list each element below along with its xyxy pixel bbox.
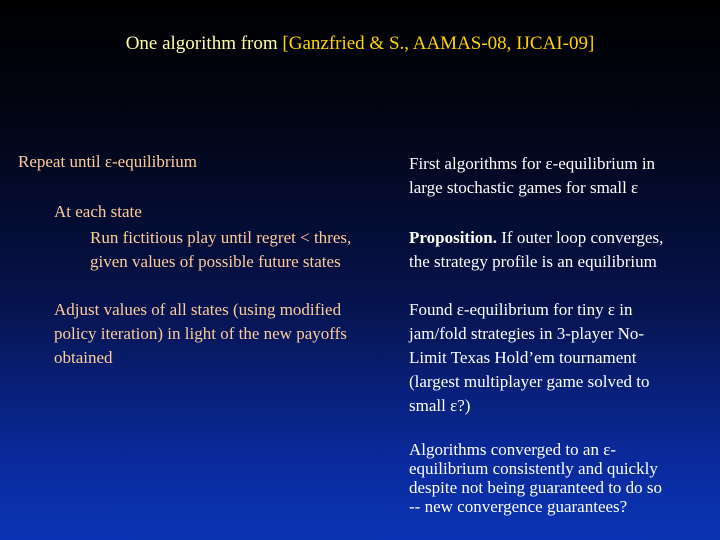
repeat-line: Repeat until ε-equilibrium bbox=[18, 152, 197, 171]
adjust-values-line-3: obtained bbox=[54, 348, 113, 367]
convergence-line-4: -- new convergence guarantees? bbox=[409, 497, 628, 516]
fictitious-play-line-2: given values of possible future states bbox=[90, 252, 341, 271]
proposition-line-1-rest: If outer loop converges, bbox=[497, 228, 664, 247]
fictitious-play-line-1: Run fictitious play until regret < thres, bbox=[90, 228, 352, 247]
adjust-values-block bbox=[54, 298, 347, 370]
convergence-block bbox=[409, 440, 662, 516]
adjust-values-line-2: policy iteration) in light of the new payoffs bbox=[54, 324, 347, 343]
title-main: One algorithm from bbox=[125, 33, 283, 54]
slide-title bbox=[0, 33, 720, 55]
found-line-5: small ε?) bbox=[409, 396, 471, 415]
proposition-line-1 bbox=[409, 226, 663, 250]
first-algorithms-block bbox=[409, 152, 655, 200]
fictitious-play-block bbox=[90, 226, 351, 274]
convergence-line-1: Algorithms converged to an ε- bbox=[409, 440, 617, 459]
first-algorithms-line-1: First algorithms for ε-equilibrium in bbox=[409, 154, 656, 173]
found-line-3: Limit Texas Hold’em tournament bbox=[409, 348, 637, 367]
convergence-line-2: equilibrium consistently and quickly bbox=[409, 459, 658, 478]
at-each-state-line: At each state bbox=[54, 202, 142, 221]
found-line-4: (largest multiplayer game solved to bbox=[409, 372, 650, 391]
proposition-block bbox=[409, 226, 663, 274]
title-citation: [Ganzfried & S., AAMAS-08, IJCAI-09] bbox=[282, 33, 595, 54]
first-algorithms-line-2: large stochastic games for small ε bbox=[409, 178, 639, 197]
found-line-1: Found ε-equilibrium for tiny ε in bbox=[409, 300, 633, 319]
found-equilibrium-block bbox=[409, 298, 649, 418]
adjust-values-line-1: Adjust values of all states (using modified bbox=[54, 300, 342, 319]
proposition-label: Proposition. bbox=[409, 228, 498, 247]
proposition-line-2: the strategy profile is an equilibrium bbox=[409, 252, 657, 271]
found-line-2: jam/fold strategies in 3-player No- bbox=[409, 324, 645, 343]
convergence-line-3: despite not being guaranteed to do so bbox=[409, 478, 663, 497]
